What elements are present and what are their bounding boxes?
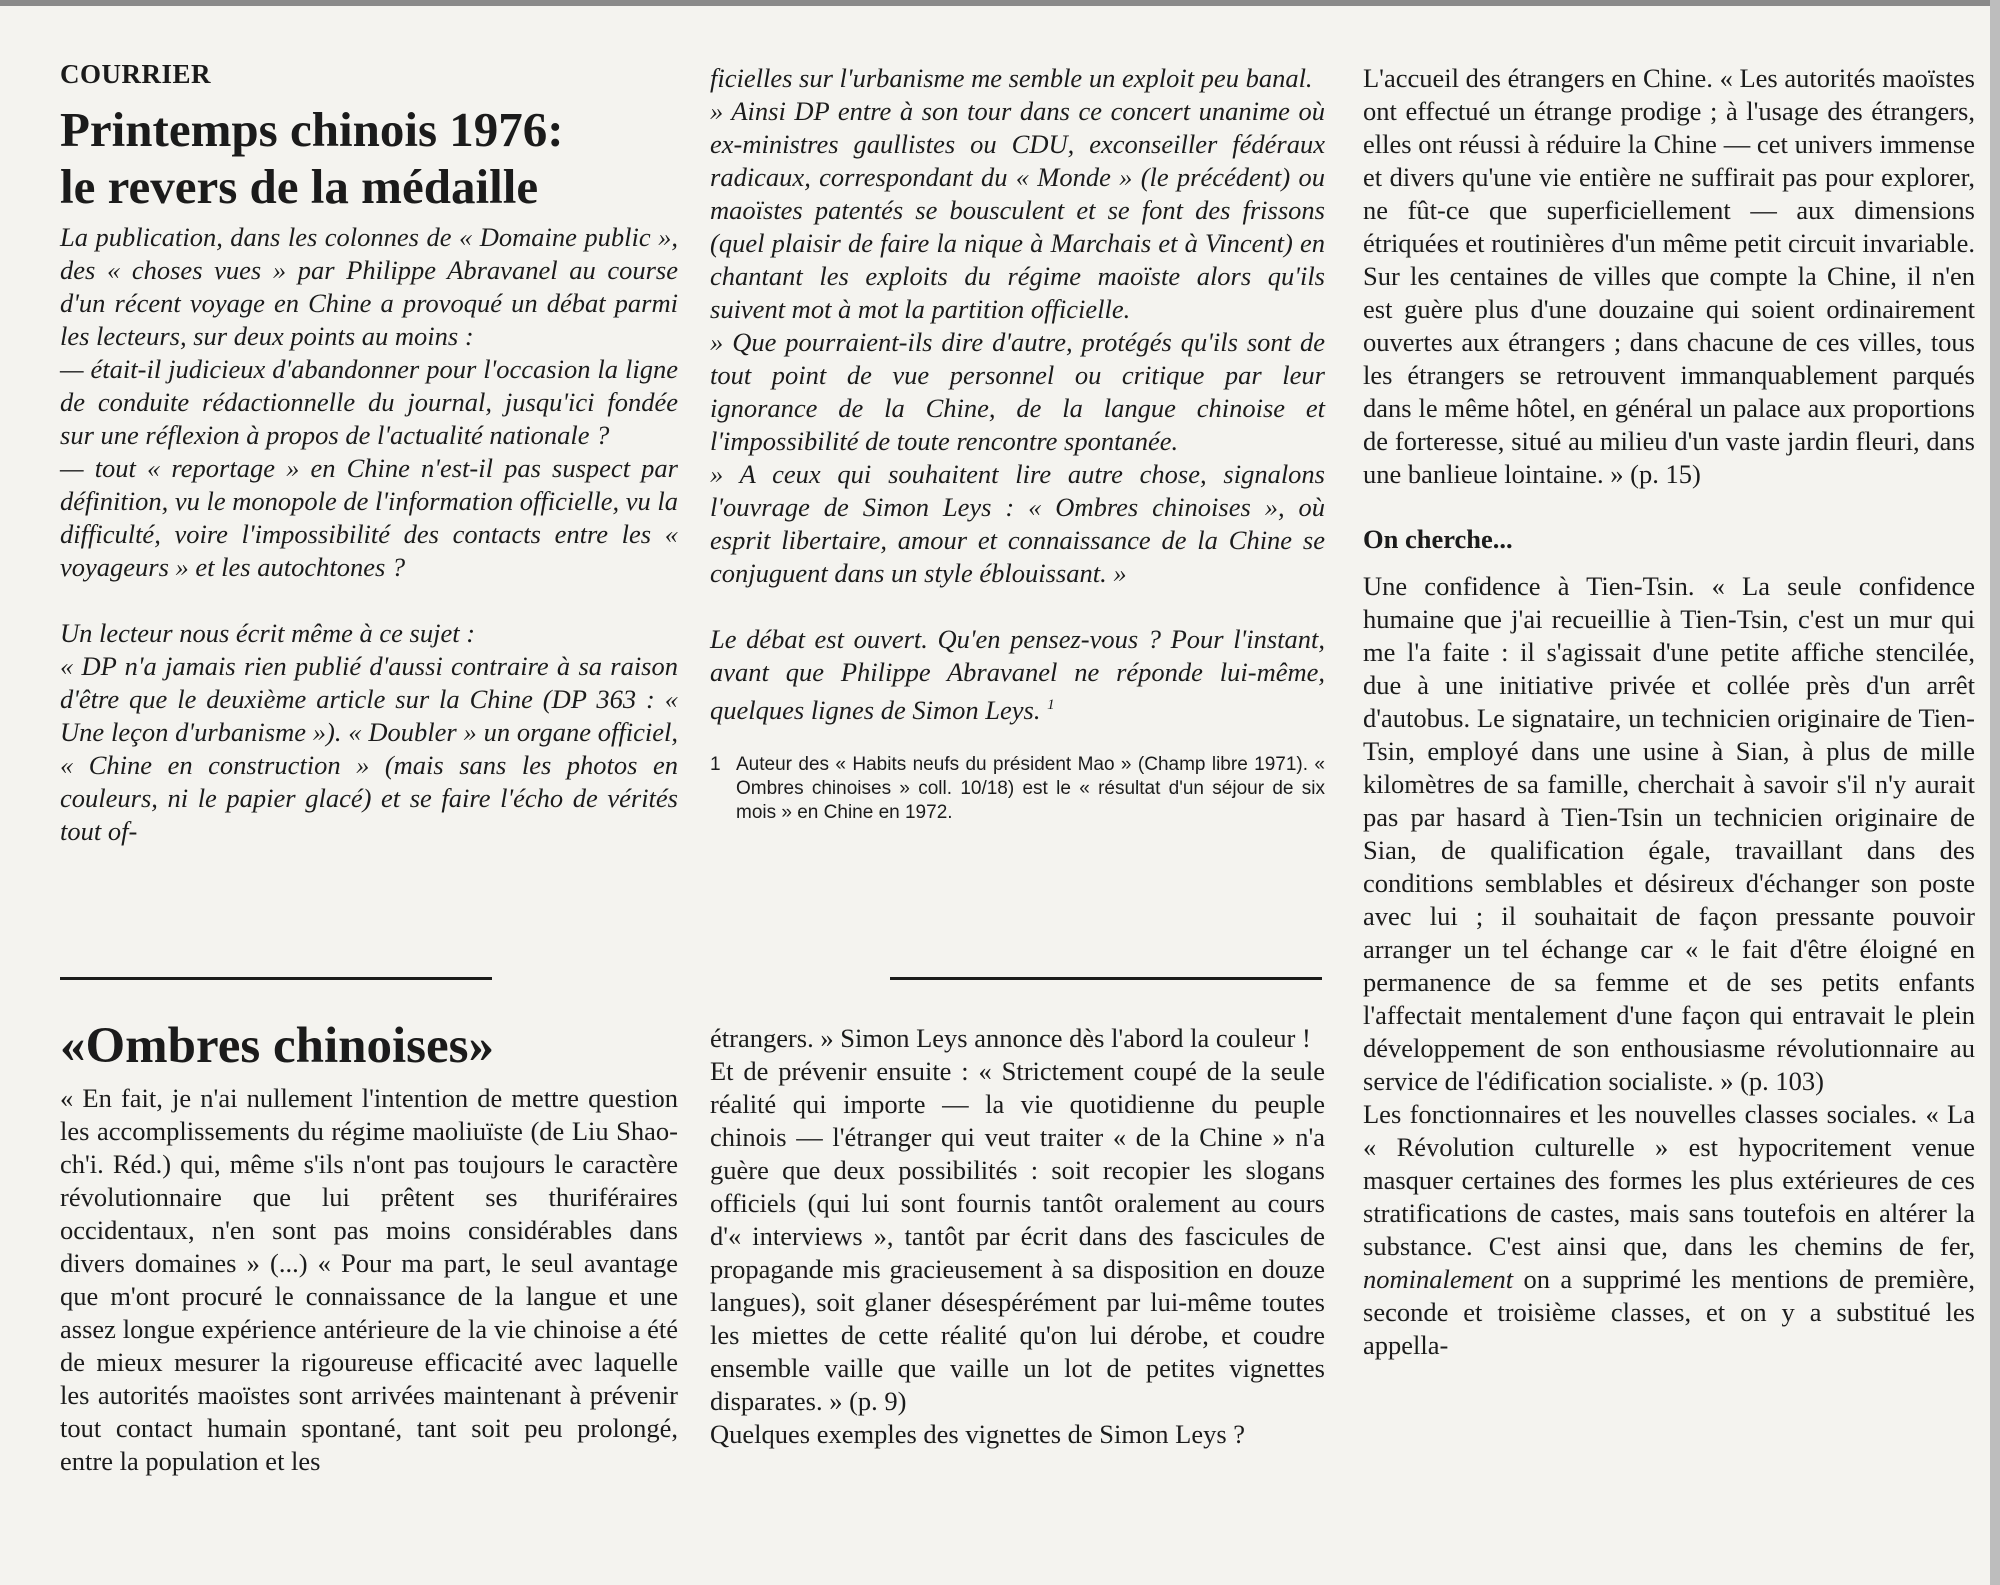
closing-text: Le débat est ouvert. Qu'en pensez-vous ? Pour l'instant, avant que Philippe Abravanel ne réponde lui-même, quelques lignes de Simon Leys.: [710, 624, 1325, 725]
column-2-bottom: [710, 1022, 1325, 1451]
reader-letter-part-2: ficielles sur l'urbanisme me semble un exploit peu banal.: [710, 63, 1313, 93]
bottom-article-col2-paragraph-2: Et de prévenir ensuite : « Strictement coupé de la seule réalité qui importe — la vie quotidienne du peuple chinois — l'étranger qui veut traiter « de la Chine » n'a guère que deux possibilités : soit recopier les slogans officiels (qui lui sont fournis tantôt oralement au cours d'« interviews », tantôt par écrit dans des fascicules de propagande mis gracieusement à sa disposition en douze langues), soit glaner désespérément par lui-même toutes les miettes de cette réalité qu'on lui dérobe, et coudre ensemble vaille que vaille un lot de petites vignettes disparates. » (p. 9): [710, 1056, 1325, 1416]
bottom-article-title: «Ombres chinoises»: [60, 1018, 494, 1074]
footnote-ref: 1: [1047, 697, 1055, 713]
page-right-edge: [1990, 0, 2000, 1585]
page-top-edge: [0, 0, 2000, 6]
article-title-line-1: Printemps chinois 1976:: [60, 102, 564, 157]
reader-letter-intro: Un lecteur nous écrit même à ce sujet :: [60, 618, 476, 648]
section-kicker: COURRIER: [60, 59, 212, 89]
article-title-line-2: le revers de la médaille: [60, 159, 539, 214]
closing-paragraph: [710, 623, 1325, 727]
column-3: [1363, 62, 1975, 1362]
right-paragraph-2: Une confidence à Tien-Tsin. « La seule confidence humaine que j'ai recueillie à Tien-Tsin, c'est un mur qui me l'a faite : il s'agissait d'une petite affiche stencilée, due à une initiative privée et collée près d'un arrêt d'autobus. Le signataire, un technicien originaire de Tien-Tsin, employé dans une usine à Sian, à plus de mille kilomètres de sa famille, cherchait à savoir s'il n'y aurait pas par hasard à Tien-Tsin un technicien originaire de Sian, de qualification égale, travaillant dans des conditions semblables et désireux d'échanger son poste avec lui ; il souhaitait de façon pressante pouvoir arranger un tel échange car « le fait d'être éloigné en permanence de sa femme et de ses petits enfants l'affectait mentalement d'une façon qui entravait le plein développement de son enthousiasme révolutionnaire au service de l'édification socialiste. » (p. 103): [1363, 571, 1975, 1096]
reader-letter-part-4: » Que pourraient-ils dire d'autre, protégés qu'ils sont de tout point de vue personnel ou critique par leur ignorance de la Chine, de la langue chinoise et l'impossibilité de toute rencontre spontanée.: [710, 327, 1325, 456]
column-1-top: [60, 58, 678, 848]
debate-point-2: — tout « reportage » en Chine n'est-il pas suspect par définition, vu le monopole de l'information officielle, vu la difficulté, voire l'impossibilité des contacts entre les « voyageurs » et les autochtones ?: [60, 453, 679, 582]
right-paragraph-3: [1363, 1098, 1975, 1362]
column-2-top: [710, 62, 1325, 825]
reader-letter-part-1: « DP n'a jamais rien publié d'aussi contraire à sa raison d'être que le deuxième article sur la Chine (DP 363 : « Une leçon d'urbanisme »). « Doubler » un organe officiel, « Chine en construction » (mais sans les photos en couleurs, ni le papier glacé) et se faire l'écho de vérités tout of-: [60, 651, 678, 846]
bottom-article-col2-paragraph-1: étrangers. » Simon Leys annonce dès l'abord la couleur !: [710, 1023, 1311, 1053]
column-1-divider: [60, 977, 492, 980]
footnote: [710, 753, 1325, 825]
reader-letter-part-5: » A ceux qui souhaitent lire autre chose, signalons l'ouvrage de Simon Leys : « Ombres chinoises », où esprit libertaire, amour et connaissance de la Chine se conjuguent dans un style éblouissant. »: [710, 459, 1325, 588]
right-paragraph-3-emphasis: nominalement: [1363, 1264, 1514, 1294]
column-2-divider: [890, 977, 1322, 980]
reader-letter-part-3: » Ainsi DP entre à son tour dans ce concert unanime où ex-ministres gaullistes ou CDU, exconseiller fédéraux radicaux, correspondant du « Monde » (le précédent) ou maoïstes patentés se bousculent et se font des frissons (quel plaisir de faire la nique à Marchais et à Vincent) en chantant les exploits du régime maoïste alors qu'ils suivent mot à mot la partition officielle.: [710, 96, 1325, 324]
right-subheading: On cherche...: [1363, 524, 1513, 554]
right-paragraph-3-end: on a supprimé les mentions de première, seconde et troisième classes, et on y a substitué les appella-: [1363, 1264, 1975, 1360]
column-1-bottom: [60, 1016, 678, 1478]
right-paragraph-1: L'accueil des étrangers en Chine. « Les autorités maoïstes ont effectué un étrange prodige ; à l'usage des étrangers, elles ont réussi à réduire la Chine — cet univers immense et divers qu'une vie entière ne suffirait pas pour explorer, ne fût-ce que superficiellement — aux dimensions étriquées et routinières d'un même petit circuit invariable. Sur les centaines de villes que compte la Chine, il n'en est guère plus d'une douzaine qui soient ordinairement ouvertes aux étrangers ; dans chacune de ces villes, tous les étrangers se retrouvent immanquablement parqués dans le même hôtel, en général un palace aux proportions de forteresse, situé au milieu d'un vaste jardin fleuri, dans une banlieue lointaine. » (p. 15): [1363, 63, 1975, 489]
intro-paragraph: La publication, dans les colonnes de « Domaine public », des « choses vues » par Philippe Abravanel au course d'un récent voyage en Chine a provoqué un débat parmi les lecteurs, sur deux points au moins :: [60, 222, 678, 351]
right-paragraph-3-start: Les fonctionnaires et les nouvelles classes sociales. « La « Révolution culturelle » est hypocritement venue masquer certaines des formes les plus extérieures de ces stratifications de castes, mais sans toutefois en altérer la substance. C'est ainsi que, dans les chemins de fer,: [1363, 1099, 1975, 1261]
bottom-article-col2-paragraph-3: Quelques exemples des vignettes de Simon Leys ?: [710, 1419, 1246, 1449]
footnote-number: 1: [710, 753, 721, 775]
footnote-text: Auteur des « Habits neufs du président Mao » (Champ libre 1971). « Ombres chinoises » coll. 10/18) est le « résultat d'un séjour de six mois » en Chine en 1972.: [736, 753, 1325, 823]
bottom-article-col1-paragraph: « En fait, je n'ai nullement l'intention de mettre question les accomplissements du régime maoliuïste (de Liu Shao-ch'i. Réd.) qui, même s'ils n'ont pas toujours le caractère révolutionnaire que lui prêtent ses thuriféraires occidentaux, n'en sont pas moins considérables dans divers domaines » (...) « Pour ma part, le seul avantage que m'ont procuré le connaissance de la langue et une assez longue expérience antérieure de la vie chinoise a été de mieux mesurer la rigoureuse efficacité avec laquelle les autorités maoïstes sont arrivées maintenant à prévenir tout contact humain spontané, tant soit peu prolongé, entre la population et les: [60, 1083, 678, 1476]
debate-point-1: — était-il judicieux d'abandonner pour l'occasion la ligne de conduite rédactionnelle du journal, jusqu'ici fondée sur une réflexion à propos de l'actualité nationale ?: [60, 354, 678, 450]
